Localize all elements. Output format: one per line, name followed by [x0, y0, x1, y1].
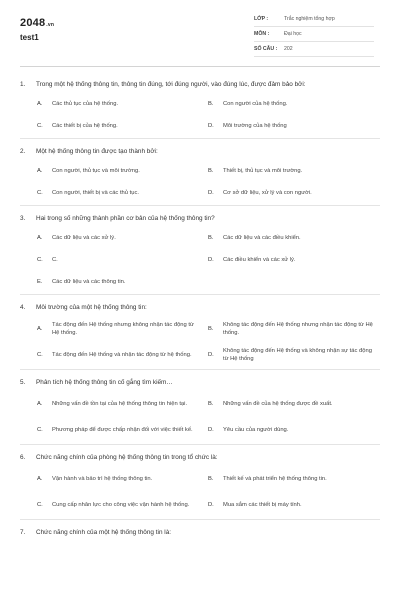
meta-row	[254, 13, 374, 27]
option-text: Phương pháp để được chấp nhận đối với việc thiết kế.	[52, 426, 193, 433]
site-logo[interactable]	[20, 17, 54, 29]
question-text	[20, 527, 380, 541]
question-stem: Phân tích hệ thống thông tin cố gắng tìm kiếm…	[36, 379, 173, 386]
answer-option[interactable]	[208, 115, 379, 137]
option-text: Con người của hệ thống.	[223, 100, 288, 107]
meta-value: Trắc nghiệm tổng hợp	[284, 16, 335, 22]
option-text: Cung cấp nhân lực cho công việc vận hành hệ thống.	[52, 501, 190, 508]
question-item	[20, 302, 380, 370]
answer-option[interactable]	[208, 492, 379, 518]
option-letter: E.	[37, 278, 43, 285]
question-stem: Hai trong số những thành phần cơ bản của hệ thống thông tin?	[36, 215, 215, 222]
question-stem: Chức năng chính của một hệ thống thông tin là:	[36, 529, 172, 536]
answer-option[interactable]	[37, 249, 208, 271]
option-letter: D.	[208, 189, 214, 196]
option-letter: D.	[208, 501, 214, 508]
question-stem: Một hệ thống thông tin được tạo thành bởi:	[36, 148, 158, 155]
option-text: Các dữ liệu và các xử lý.	[52, 234, 116, 241]
option-letter: A.	[37, 475, 43, 482]
option-text: Tác động đến Hệ thống và nhận tác động từ hệ thống.	[52, 351, 192, 358]
answer-option[interactable]	[208, 342, 379, 368]
answer-option[interactable]	[208, 160, 379, 182]
option-text: Không tác động đến Hệ thống nhưng nhận tác động từ Hệ thống.	[223, 321, 373, 336]
option-text: Các thủ tục của hệ thống.	[52, 100, 119, 107]
option-text: Những vấn đề tồn tại của hệ thống thông tin hiện tại.	[52, 400, 188, 407]
meta-value: Đại học	[284, 31, 302, 37]
sheet-name: test1	[20, 33, 39, 42]
option-text: Cơ sở dữ liệu, xử lý và con người.	[223, 189, 312, 196]
option-letter: D.	[208, 426, 214, 433]
option-text: Các dữ liệu và các điều khiển.	[223, 234, 301, 241]
option-letter: B.	[208, 167, 214, 174]
answer-option[interactable]	[37, 182, 208, 204]
question-stem: Chức năng chính của phòng hệ thống thông tin trong tổ chức là:	[36, 454, 218, 461]
option-text: Mua sắm các thiết bị máy tính.	[223, 501, 302, 508]
option-text: Con người, thiết bị và các thủ tục.	[52, 189, 139, 196]
option-letter: D.	[208, 256, 214, 263]
option-text: Các dữ liệu và các thông tin.	[52, 278, 126, 285]
question-number: 1.	[20, 81, 26, 88]
option-letter: A.	[37, 325, 43, 332]
question-item	[20, 79, 380, 139]
question-text	[20, 377, 380, 391]
option-letter: B.	[208, 100, 214, 107]
option-letter: A.	[37, 234, 43, 241]
option-letter: A.	[37, 167, 43, 174]
answer-option[interactable]	[37, 115, 208, 137]
question-number: 3.	[20, 215, 26, 222]
answer-option[interactable]	[37, 342, 208, 368]
answer-options	[20, 227, 380, 293]
answer-option[interactable]	[208, 227, 379, 249]
question-item	[20, 213, 380, 295]
answer-option[interactable]	[37, 271, 208, 293]
answer-option[interactable]	[37, 391, 208, 417]
option-letter: B.	[208, 234, 214, 241]
question-list	[20, 79, 380, 549]
answer-option[interactable]	[37, 316, 208, 342]
logo-suffix: .vn	[46, 22, 55, 28]
option-letter: B.	[208, 475, 214, 482]
meta-info	[254, 13, 374, 58]
option-letter: C.	[37, 426, 43, 433]
question-stem: Trong một hệ thống thông tin, thông tin đúng, tới đúng người, vào đúng lúc, được đảm bảo bởi:	[36, 81, 306, 88]
question-stem: Môi trường của một hệ thống thông tin:	[36, 304, 147, 311]
meta-label: LỚP :	[254, 16, 269, 22]
option-text: Yêu cầu của người dùng.	[223, 426, 289, 433]
option-text: Thiết bị, thủ tục và môi trường.	[223, 167, 303, 174]
question-item	[20, 527, 380, 542]
question-item	[20, 452, 380, 520]
question-number: 5.	[20, 379, 26, 386]
answer-option[interactable]	[37, 492, 208, 518]
answer-option[interactable]	[208, 391, 379, 417]
question-number: 6.	[20, 454, 26, 461]
meta-label: SỐ CÂU :	[254, 46, 278, 52]
question-text	[20, 146, 380, 160]
option-text: Những vấn đề của hệ thống được đề xuất.	[223, 400, 333, 407]
option-letter: B.	[208, 400, 214, 407]
answer-option[interactable]	[208, 316, 379, 342]
question-number: 7.	[20, 529, 26, 536]
answer-options	[20, 316, 380, 368]
answer-options	[20, 93, 380, 137]
question-number: 2.	[20, 148, 26, 155]
option-text: Các điều khiển và các xử lý.	[223, 256, 296, 263]
answer-options	[20, 391, 380, 443]
option-letter: C.	[37, 122, 43, 129]
meta-label: MÔN :	[254, 31, 270, 37]
meta-row	[254, 43, 374, 57]
answer-options	[20, 160, 380, 204]
option-text: Không tác động đến Hệ thống và không nhận sự tác động từ Hệ thống	[223, 347, 372, 362]
answer-option[interactable]	[208, 182, 379, 204]
meta-row	[254, 28, 374, 42]
answer-options	[20, 466, 380, 518]
option-letter: A.	[37, 100, 43, 107]
option-text: C.	[52, 256, 58, 263]
answer-option[interactable]	[37, 93, 208, 115]
answer-option[interactable]	[208, 466, 379, 492]
option-letter: D.	[208, 351, 214, 358]
question-item	[20, 146, 380, 206]
option-letter: C.	[37, 256, 43, 263]
question-number: 4.	[20, 304, 26, 311]
answer-option[interactable]	[208, 93, 379, 115]
option-text: Môi trường của hệ thống	[223, 122, 287, 129]
option-letter: C.	[37, 351, 43, 358]
page-header	[0, 0, 400, 66]
answer-option[interactable]	[208, 417, 379, 443]
header-divider	[20, 66, 380, 67]
question-text	[20, 213, 380, 227]
question-text	[20, 79, 380, 93]
option-letter: D.	[208, 122, 214, 129]
question-text	[20, 452, 380, 466]
answer-option[interactable]	[37, 417, 208, 443]
question-text	[20, 302, 380, 316]
option-text: Các thiết bị của hệ thống.	[52, 122, 118, 129]
option-letter: C.	[37, 501, 43, 508]
answer-option[interactable]	[208, 249, 379, 271]
option-text: Con người, thủ tục và môi trường.	[52, 167, 140, 174]
option-text: Vận hành và bảo trì hệ thống thông tin.	[52, 475, 153, 482]
answer-option[interactable]	[37, 227, 208, 249]
meta-value: 202	[284, 46, 293, 52]
option-text: Thiết kế và phát triển hệ thống thông tin.	[223, 475, 327, 482]
logo-main: 2048	[20, 17, 46, 29]
option-letter: C.	[37, 189, 43, 196]
option-letter: A.	[37, 400, 43, 407]
question-item	[20, 377, 380, 445]
option-text: Tác động đến Hệ thống nhưng không nhận tác động từ Hệ thống.	[52, 321, 194, 336]
option-letter: B.	[208, 325, 214, 332]
answer-option[interactable]	[37, 466, 208, 492]
answer-option[interactable]	[37, 160, 208, 182]
